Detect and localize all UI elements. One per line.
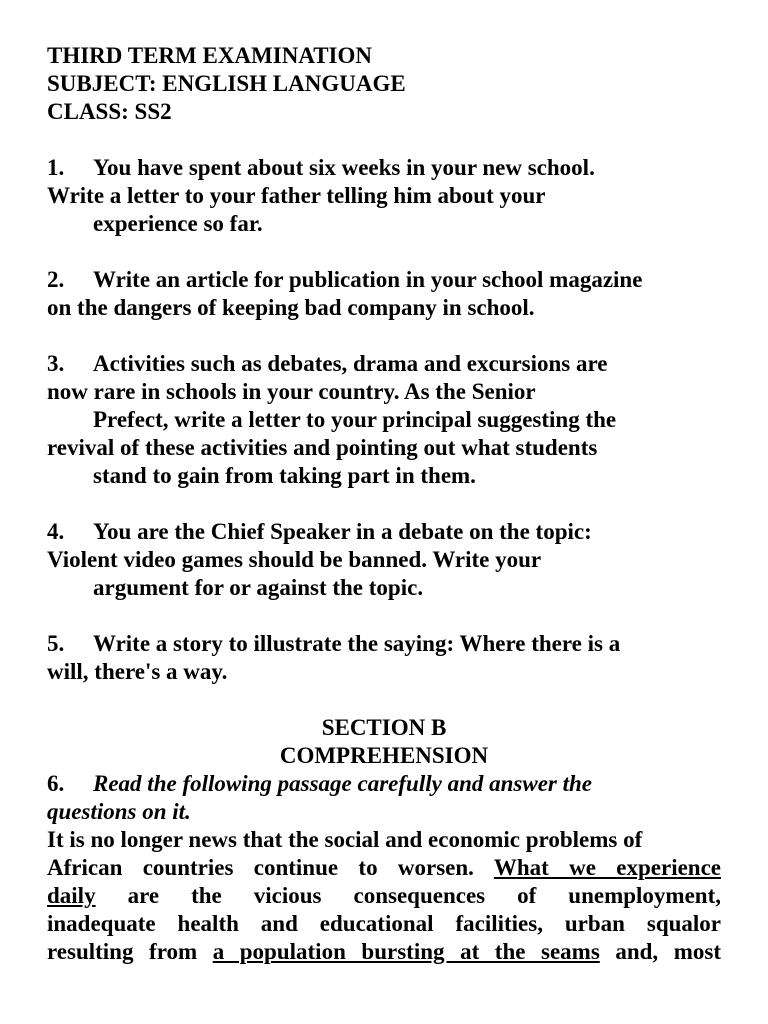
question-text-line: Activities such as debates, drama and excursions are [93,351,608,376]
underlined-phrase: a population bursting at the seams [212,939,600,964]
section-heading: SECTION B [321,715,447,740]
question-5 [47,630,721,686]
instruction-text: Read the following passage carefully and answer the [93,771,592,796]
passage-line [47,854,721,882]
question-number: 4. [47,519,65,544]
passage-text: and, most [599,939,721,964]
exam-class: CLASS: SS2 [47,99,172,124]
question-text-line: on the dangers of keeping bad company in school. [47,295,535,320]
question-text-line: You are the Chief Speaker in a debate on the topic: [93,519,592,544]
exam-subject: SUBJECT: ENGLISH LANGUAGE [47,71,406,96]
spacer [47,490,721,518]
exam-title: THIRD TERM EXAMINATION [47,43,373,68]
question-number: 6. [47,771,65,796]
passage-text: African countries continue to worsen. [47,855,494,880]
question-3 [47,350,721,490]
question-6 [47,770,721,966]
underlined-phrase: What we experience [493,855,721,880]
question-text-line: You have spent about six weeks in your new school. [93,155,595,180]
passage-text: resulting from [47,939,213,964]
passage-text: are the vicious consequences of unemployment, [95,883,721,908]
spacer [47,238,721,266]
underlined-phrase: daily [47,883,96,908]
question-text-line: stand to gain from taking part in them. [93,463,476,488]
question-number: 2. [47,267,65,292]
passage-line: inadequate health and educational facilities, urban squalor [47,911,721,936]
question-text-line: Prefect, write a letter to your principal suggesting the [93,407,617,432]
passage-line: It is no longer news that the social and economic problems of [47,827,643,852]
question-2 [47,266,721,322]
instruction-text: questions on it. [47,799,191,824]
section-subheading: COMPREHENSION [279,743,489,768]
question-number: 1. [47,155,65,180]
question-1 [47,154,721,238]
question-text-line: Write a story to illustrate the saying: Where there is a [93,631,621,656]
question-text-line: will, there's a way. [47,659,228,684]
question-text-line: experience so far. [93,211,263,236]
passage-line [47,938,721,966]
spacer [47,602,721,630]
passage-line [47,882,721,910]
spacer [47,126,721,154]
spacer [47,322,721,350]
question-text-line: Violent video games should be banned. Write your [47,547,542,572]
question-number: 5. [47,631,65,656]
question-text-line: argument for or against the topic. [93,575,424,600]
question-text-line: Write an article for publication in your school magazine [93,267,643,292]
spacer [47,686,721,714]
question-number: 3. [47,351,65,376]
question-text-line: now rare in schools in your country. As the Senior [47,379,536,404]
question-4 [47,518,721,602]
comprehension-passage [47,826,721,966]
question-text-line: Write a letter to your father telling him about your [47,183,546,208]
question-text-line: revival of these activities and pointing out what students [47,435,598,460]
